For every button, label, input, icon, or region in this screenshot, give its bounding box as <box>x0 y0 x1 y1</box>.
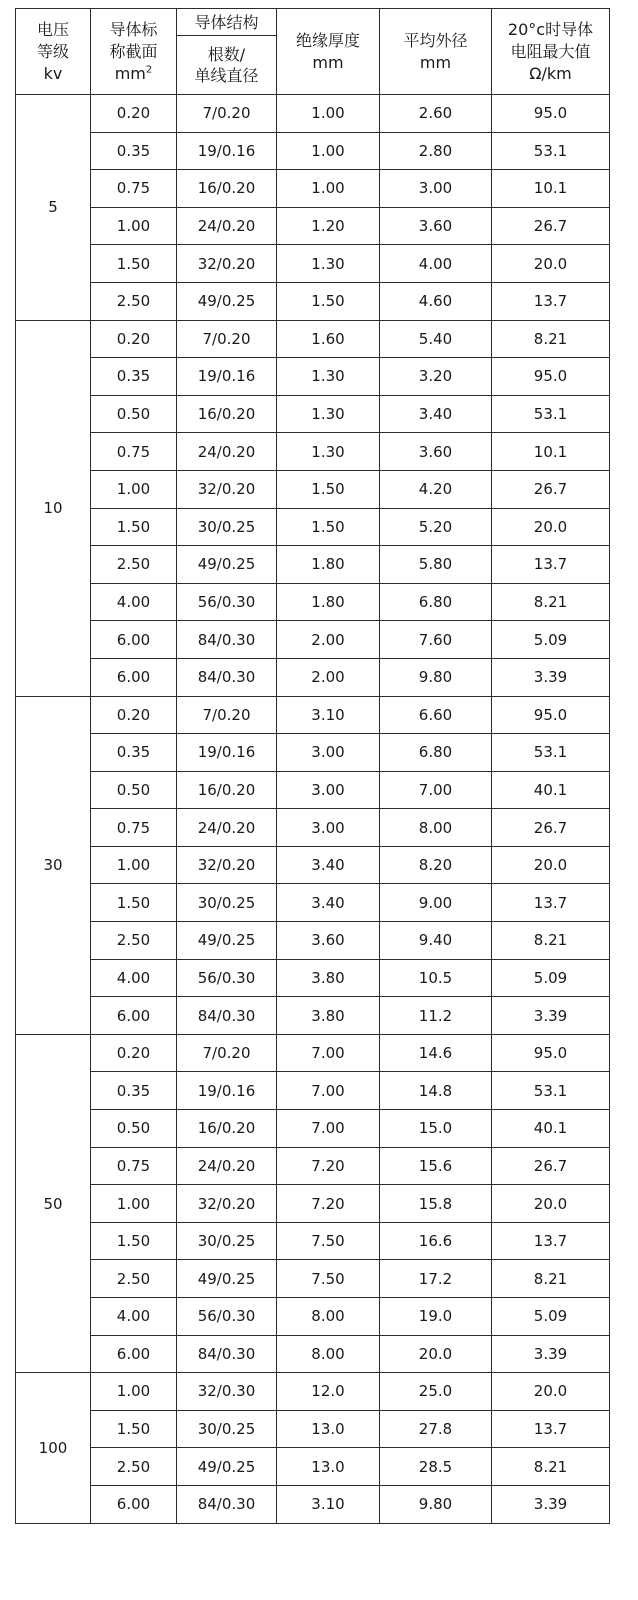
nominal-section-cell: 0.20 <box>91 1034 177 1072</box>
diameter-cell: 15.0 <box>380 1110 492 1148</box>
resistance-cell: 8.21 <box>492 320 610 358</box>
resistance-cell: 40.1 <box>492 1110 610 1148</box>
nominal-section-cell: 6.00 <box>91 621 177 659</box>
diameter-cell: 10.5 <box>380 959 492 997</box>
resistance-cell: 26.7 <box>492 470 610 508</box>
table-row <box>16 1373 610 1411</box>
structure-cell: 19/0.16 <box>177 734 277 772</box>
structure-cell: 30/0.25 <box>177 508 277 546</box>
table-row <box>16 320 610 358</box>
nominal-section-cell: 1.50 <box>91 1222 177 1260</box>
table-row <box>16 395 610 433</box>
insulation-cell: 8.00 <box>277 1335 380 1373</box>
structure-cell: 32/0.30 <box>177 1373 277 1411</box>
insulation-cell: 1.50 <box>277 508 380 546</box>
table-row <box>16 1448 610 1486</box>
structure-cell: 24/0.20 <box>177 809 277 847</box>
table-row <box>16 621 610 659</box>
table-row <box>16 884 610 922</box>
resistance-cell: 13.7 <box>492 546 610 584</box>
diameter-cell: 14.8 <box>380 1072 492 1110</box>
nominal-section-cell: 2.50 <box>91 1260 177 1298</box>
diameter-cell: 5.80 <box>380 546 492 584</box>
diameter-cell: 4.60 <box>380 282 492 320</box>
diameter-cell: 9.40 <box>380 922 492 960</box>
resistance-cell: 53.1 <box>492 395 610 433</box>
diameter-cell: 6.60 <box>380 696 492 734</box>
structure-cell: 84/0.30 <box>177 621 277 659</box>
resistance-cell: 53.1 <box>492 132 610 170</box>
table-row <box>16 696 610 734</box>
resistance-cell: 53.1 <box>492 734 610 772</box>
table-row <box>16 207 610 245</box>
nominal-section-cell: 2.50 <box>91 546 177 584</box>
insulation-cell: 1.60 <box>277 320 380 358</box>
diameter-cell: 7.00 <box>380 771 492 809</box>
table-row <box>16 1335 610 1373</box>
diameter-cell: 4.20 <box>380 470 492 508</box>
resistance-cell: 95.0 <box>492 696 610 734</box>
insulation-cell: 1.20 <box>277 207 380 245</box>
insulation-cell: 7.00 <box>277 1110 380 1148</box>
table-row <box>16 771 610 809</box>
nominal-section-cell: 0.50 <box>91 771 177 809</box>
table-row <box>16 1034 610 1072</box>
insulation-cell: 8.00 <box>277 1298 380 1336</box>
table-row <box>16 1222 610 1260</box>
resistance-cell: 13.7 <box>492 282 610 320</box>
nominal-section-cell: 0.20 <box>91 320 177 358</box>
table-row <box>16 583 610 621</box>
structure-cell: 49/0.25 <box>177 1448 277 1486</box>
insulation-cell: 3.00 <box>277 809 380 847</box>
structure-cell: 7/0.20 <box>177 95 277 133</box>
resistance-cell: 13.7 <box>492 1410 610 1448</box>
nominal-section-cell: 1.50 <box>91 1410 177 1448</box>
diameter-cell: 17.2 <box>380 1260 492 1298</box>
diameter-cell: 7.60 <box>380 621 492 659</box>
header-nominal-section: 导体标 称截面 $mm^2$ <box>91 9 177 95</box>
nominal-section-cell: 0.75 <box>91 809 177 847</box>
structure-cell: 30/0.25 <box>177 1222 277 1260</box>
resistance-cell: 95.0 <box>492 95 610 133</box>
table-row <box>16 1110 610 1148</box>
diameter-cell: 5.20 <box>380 508 492 546</box>
diameter-cell: 3.60 <box>380 433 492 471</box>
table-row <box>16 1185 610 1223</box>
resistance-cell: 10.1 <box>492 170 610 208</box>
header-insulation: 绝缘厚度 mm <box>277 9 380 95</box>
nominal-section-cell: 6.00 <box>91 997 177 1035</box>
structure-cell: 30/0.25 <box>177 884 277 922</box>
voltage-group-cell: 50 <box>16 1034 91 1372</box>
insulation-cell: 1.00 <box>277 95 380 133</box>
insulation-cell: 3.40 <box>277 884 380 922</box>
voltage-group-cell: 30 <box>16 696 91 1034</box>
insulation-cell: 2.00 <box>277 658 380 696</box>
structure-cell: 56/0.30 <box>177 583 277 621</box>
resistance-cell: 26.7 <box>492 809 610 847</box>
resistance-cell: 20.0 <box>492 1185 610 1223</box>
resistance-cell: 95.0 <box>492 1034 610 1072</box>
header-structure-sub: 根数/ 单线直径 <box>177 36 277 95</box>
diameter-cell: 14.6 <box>380 1034 492 1072</box>
table-row <box>16 170 610 208</box>
insulation-cell: 1.00 <box>277 132 380 170</box>
resistance-cell: 8.21 <box>492 1448 610 1486</box>
structure-cell: 49/0.25 <box>177 922 277 960</box>
table-header <box>16 9 610 95</box>
structure-cell: 84/0.30 <box>177 1335 277 1373</box>
diameter-cell: 28.5 <box>380 1448 492 1486</box>
nominal-section-cell: 0.35 <box>91 132 177 170</box>
nominal-section-cell: 2.50 <box>91 1448 177 1486</box>
structure-cell: 24/0.20 <box>177 433 277 471</box>
voltage-group-cell: 5 <box>16 95 91 321</box>
table-row <box>16 658 610 696</box>
nominal-section-cell: 1.00 <box>91 470 177 508</box>
resistance-cell: 13.7 <box>492 884 610 922</box>
nominal-section-cell: 0.35 <box>91 1072 177 1110</box>
resistance-cell: 13.7 <box>492 1222 610 1260</box>
structure-cell: 32/0.20 <box>177 846 277 884</box>
insulation-cell: 3.60 <box>277 922 380 960</box>
table-row <box>16 1298 610 1336</box>
table-row <box>16 997 610 1035</box>
insulation-cell: 1.50 <box>277 282 380 320</box>
nominal-section-cell: 0.75 <box>91 433 177 471</box>
insulation-cell: 13.0 <box>277 1448 380 1486</box>
structure-cell: 16/0.20 <box>177 1110 277 1148</box>
header-diameter: 平均外径 mm <box>380 9 492 95</box>
diameter-cell: 4.00 <box>380 245 492 283</box>
structure-cell: 49/0.25 <box>177 282 277 320</box>
diameter-cell: 3.20 <box>380 358 492 396</box>
insulation-cell: 3.00 <box>277 771 380 809</box>
resistance-cell: 26.7 <box>492 207 610 245</box>
structure-cell: 56/0.30 <box>177 1298 277 1336</box>
structure-cell: 32/0.20 <box>177 245 277 283</box>
resistance-cell: 5.09 <box>492 959 610 997</box>
nominal-section-cell: 1.50 <box>91 884 177 922</box>
insulation-cell: 1.30 <box>277 245 380 283</box>
table-row <box>16 959 610 997</box>
nominal-section-cell: 6.00 <box>91 1335 177 1373</box>
insulation-cell: 2.00 <box>277 621 380 659</box>
structure-cell: 7/0.20 <box>177 696 277 734</box>
table-row <box>16 132 610 170</box>
structure-cell: 24/0.20 <box>177 207 277 245</box>
resistance-cell: 20.0 <box>492 846 610 884</box>
insulation-cell: 7.00 <box>277 1034 380 1072</box>
nominal-section-cell: 0.20 <box>91 696 177 734</box>
diameter-cell: 8.20 <box>380 846 492 884</box>
resistance-cell: 3.39 <box>492 997 610 1035</box>
structure-cell: 16/0.20 <box>177 170 277 208</box>
structure-cell: 84/0.30 <box>177 997 277 1035</box>
nominal-section-cell: 4.00 <box>91 959 177 997</box>
diameter-cell: 3.00 <box>380 170 492 208</box>
resistance-cell: 3.39 <box>492 658 610 696</box>
diameter-cell: 2.60 <box>380 95 492 133</box>
nominal-section-cell: 1.50 <box>91 245 177 283</box>
structure-cell: 19/0.16 <box>177 358 277 396</box>
table-row <box>16 95 610 133</box>
voltage-group-cell: 10 <box>16 320 91 696</box>
nominal-section-cell: 2.50 <box>91 922 177 960</box>
insulation-cell: 3.10 <box>277 696 380 734</box>
resistance-cell: 20.0 <box>492 1373 610 1411</box>
diameter-cell: 15.8 <box>380 1185 492 1223</box>
table-row <box>16 433 610 471</box>
resistance-cell: 8.21 <box>492 922 610 960</box>
header-resistance: 20°c时导体 电阻最大值 Ω/km <box>492 9 610 95</box>
insulation-cell: 12.0 <box>277 1373 380 1411</box>
resistance-cell: 3.39 <box>492 1485 610 1523</box>
insulation-cell: 13.0 <box>277 1410 380 1448</box>
insulation-cell: 7.50 <box>277 1260 380 1298</box>
nominal-section-cell: 0.20 <box>91 95 177 133</box>
table-row <box>16 470 610 508</box>
table-row <box>16 734 610 772</box>
header-voltage: 电压 等级 kv <box>16 9 91 95</box>
resistance-cell: 5.09 <box>492 1298 610 1336</box>
diameter-cell: 19.0 <box>380 1298 492 1336</box>
table-row <box>16 546 610 584</box>
nominal-section-cell: 0.50 <box>91 395 177 433</box>
resistance-cell: 95.0 <box>492 358 610 396</box>
insulation-cell: 3.10 <box>277 1485 380 1523</box>
table-row <box>16 282 610 320</box>
diameter-cell: 3.40 <box>380 395 492 433</box>
nominal-section-cell: 1.00 <box>91 1373 177 1411</box>
structure-cell: 16/0.20 <box>177 771 277 809</box>
structure-cell: 49/0.25 <box>177 1260 277 1298</box>
nominal-section-cell: 0.50 <box>91 1110 177 1148</box>
nominal-section-cell: 0.75 <box>91 1147 177 1185</box>
diameter-cell: 20.0 <box>380 1335 492 1373</box>
diameter-cell: 25.0 <box>380 1373 492 1411</box>
nominal-section-cell: 2.50 <box>91 282 177 320</box>
structure-cell: 32/0.20 <box>177 470 277 508</box>
diameter-cell: 27.8 <box>380 1410 492 1448</box>
diameter-cell: 9.80 <box>380 658 492 696</box>
nominal-section-cell: 1.00 <box>91 207 177 245</box>
table-row <box>16 1485 610 1523</box>
structure-cell: 24/0.20 <box>177 1147 277 1185</box>
insulation-cell: 1.00 <box>277 170 380 208</box>
nominal-section-cell: 0.35 <box>91 358 177 396</box>
resistance-cell: 20.0 <box>492 245 610 283</box>
resistance-cell: 5.09 <box>492 621 610 659</box>
insulation-cell: 1.30 <box>277 433 380 471</box>
insulation-cell: 7.20 <box>277 1147 380 1185</box>
structure-cell: 19/0.16 <box>177 132 277 170</box>
resistance-cell: 20.0 <box>492 508 610 546</box>
table-row <box>16 922 610 960</box>
table-row <box>16 1147 610 1185</box>
insulation-cell: 3.80 <box>277 997 380 1035</box>
diameter-cell: 3.60 <box>380 207 492 245</box>
nominal-section-cell: 0.35 <box>91 734 177 772</box>
structure-cell: 16/0.20 <box>177 395 277 433</box>
nominal-section-cell: 4.00 <box>91 583 177 621</box>
table-row <box>16 1260 610 1298</box>
insulation-cell: 1.30 <box>277 358 380 396</box>
nominal-section-cell: 6.00 <box>91 658 177 696</box>
insulation-cell: 7.00 <box>277 1072 380 1110</box>
table-row <box>16 1410 610 1448</box>
diameter-cell: 6.80 <box>380 583 492 621</box>
cable-spec-table <box>15 8 610 1524</box>
table-row <box>16 846 610 884</box>
structure-cell: 30/0.25 <box>177 1410 277 1448</box>
insulation-cell: 1.80 <box>277 546 380 584</box>
table-row <box>16 809 610 847</box>
table-row <box>16 245 610 283</box>
insulation-cell: 1.30 <box>277 395 380 433</box>
nominal-section-cell: 0.75 <box>91 170 177 208</box>
diameter-cell: 5.40 <box>380 320 492 358</box>
insulation-cell: 7.50 <box>277 1222 380 1260</box>
insulation-cell: 3.40 <box>277 846 380 884</box>
resistance-cell: 10.1 <box>492 433 610 471</box>
insulation-cell: 3.00 <box>277 734 380 772</box>
nominal-section-cell: 6.00 <box>91 1485 177 1523</box>
insulation-cell: 3.80 <box>277 959 380 997</box>
resistance-cell: 3.39 <box>492 1335 610 1373</box>
nominal-section-cell: 1.00 <box>91 846 177 884</box>
insulation-cell: 7.20 <box>277 1185 380 1223</box>
nominal-section-cell: 1.00 <box>91 1185 177 1223</box>
structure-cell: 32/0.20 <box>177 1185 277 1223</box>
diameter-cell: 9.80 <box>380 1485 492 1523</box>
diameter-cell: 16.6 <box>380 1222 492 1260</box>
nominal-section-cell: 4.00 <box>91 1298 177 1336</box>
diameter-cell: 2.80 <box>380 132 492 170</box>
voltage-group-cell: 100 <box>16 1373 91 1523</box>
resistance-cell: 40.1 <box>492 771 610 809</box>
resistance-cell: 8.21 <box>492 583 610 621</box>
table-row <box>16 508 610 546</box>
table-row <box>16 358 610 396</box>
structure-cell: 84/0.30 <box>177 1485 277 1523</box>
structure-cell: 56/0.30 <box>177 959 277 997</box>
resistance-cell: 8.21 <box>492 1260 610 1298</box>
diameter-cell: 15.6 <box>380 1147 492 1185</box>
diameter-cell: 8.00 <box>380 809 492 847</box>
diameter-cell: 9.00 <box>380 884 492 922</box>
structure-cell: 7/0.20 <box>177 1034 277 1072</box>
header-structure: 导体结构 <box>177 9 277 36</box>
structure-cell: 84/0.30 <box>177 658 277 696</box>
resistance-cell: 26.7 <box>492 1147 610 1185</box>
insulation-cell: 1.80 <box>277 583 380 621</box>
structure-cell: 19/0.16 <box>177 1072 277 1110</box>
nominal-section-cell: 1.50 <box>91 508 177 546</box>
structure-cell: 49/0.25 <box>177 546 277 584</box>
diameter-cell: 11.2 <box>380 997 492 1035</box>
diameter-cell: 6.80 <box>380 734 492 772</box>
table-body <box>16 95 610 1524</box>
insulation-cell: 1.50 <box>277 470 380 508</box>
structure-cell: 7/0.20 <box>177 320 277 358</box>
resistance-cell: 53.1 <box>492 1072 610 1110</box>
table-row <box>16 1072 610 1110</box>
